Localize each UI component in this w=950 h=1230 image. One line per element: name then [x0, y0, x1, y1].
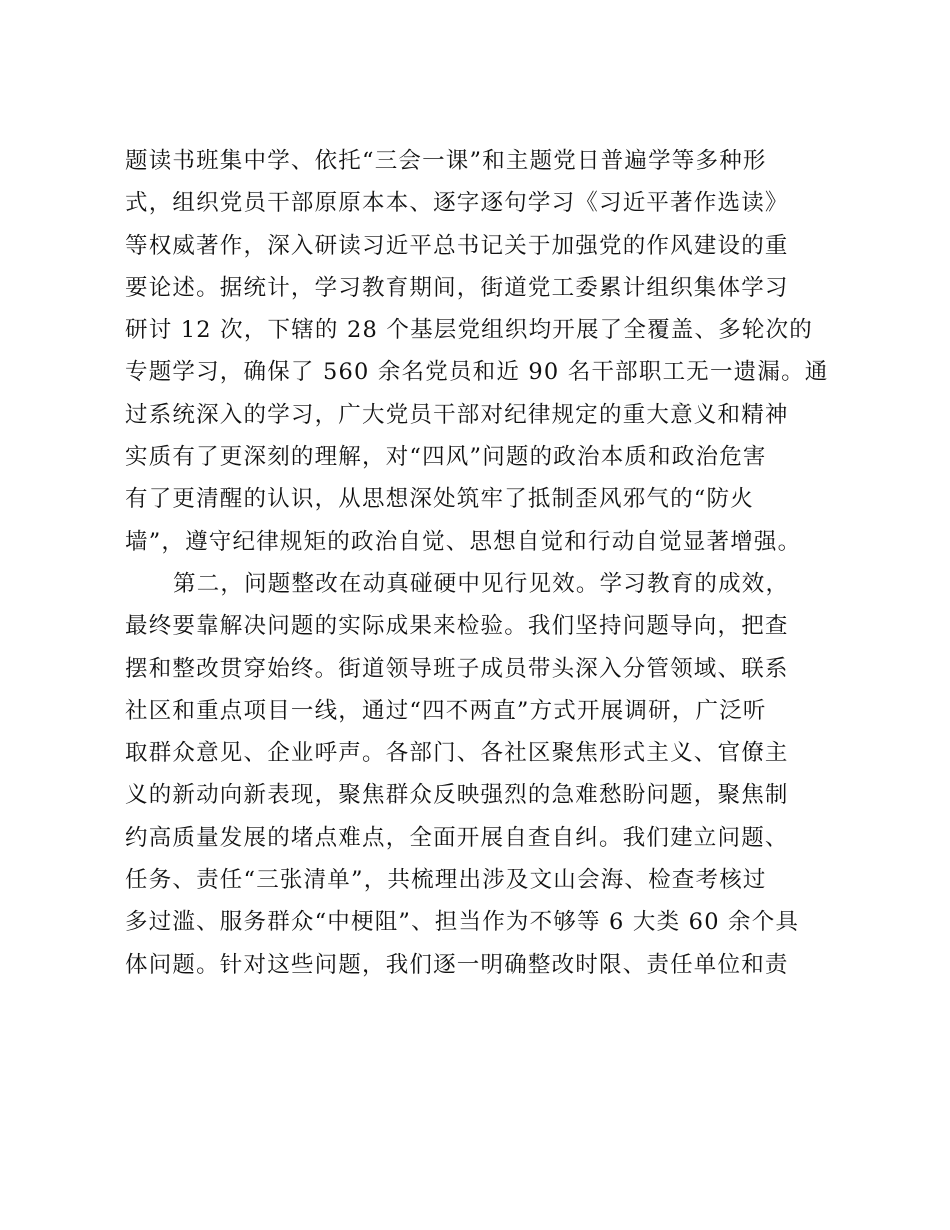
text-line: 式，组织党员干部原原本本、逐字逐句学习《习近平著作选读》 — [125, 190, 789, 217]
text-line: 义的新动向新表现，聚焦群众反映强烈的急难愁盼问题，聚焦制 — [125, 782, 789, 809]
text-line: 要论述。据统计，学习教育期间，街道党工委累计组织集体学习 — [125, 274, 789, 301]
text-line: 最终要靠解决问题的实际成果来检验。我们坚持问题导向，把查 — [125, 613, 789, 640]
text-line: 摆和整改贯穿始终。街道领导班子成员带头深入分管领域、联系 — [125, 655, 789, 682]
text-line: 社区和重点项目一线，通过“四不两直”方式开展调研，广泛听 — [125, 697, 767, 724]
text-line: 任务、责任“三张清单”，共梳理出涉及文山会海、检查考核过 — [125, 867, 767, 894]
text-line: 实质有了更深刻的理解，对“四风”问题的政治本质和政治危害 — [125, 444, 767, 471]
text-line: 多过滥、服务群众“中梗阻”、担当作为不够等 6 大类 60 余个具 — [125, 909, 800, 936]
text-line: 等权威著作，深入研读习近平总书记关于加强党的作风建设的重 — [125, 232, 789, 259]
paragraph-start-line: 第二，问题整改在动真碰硬中见行见效。学习教育的成效， — [173, 570, 790, 597]
text-line: 题读书班集中学、依托“三会一课”和主题党日普遍学等多种形 — [125, 148, 767, 174]
text-line: 有了更清醒的认识，从思想深处筑牢了抵制歪风邪气的“防火 — [125, 486, 754, 513]
body-text — [125, 140, 845, 986]
text-line: 约高质量发展的堵点难点，全面开展自查自纠。我们建立问题、 — [125, 824, 789, 851]
text-line: 过系统深入的学习，广大党员干部对纪律规定的重大意义和精神 — [125, 401, 789, 428]
text-line: 专题学习，确保了 560 余名党员和近 90 名干部职工无一遗漏。通 — [125, 359, 829, 386]
text-line: 体问题。针对这些问题，我们逐一明确整改时限、责任单位和责 — [125, 951, 789, 978]
text-line: 墙”，遵守纪律规矩的政治自觉、思想自觉和行动自觉显著增强。 — [125, 528, 802, 555]
text-line: 研讨 12 次，下辖的 28 个基层党组织均开展了全覆盖、多轮次的 — [125, 317, 813, 344]
text-line: 取群众意见、企业呼声。各部门、各社区聚焦形式主义、官僚主 — [125, 740, 789, 767]
